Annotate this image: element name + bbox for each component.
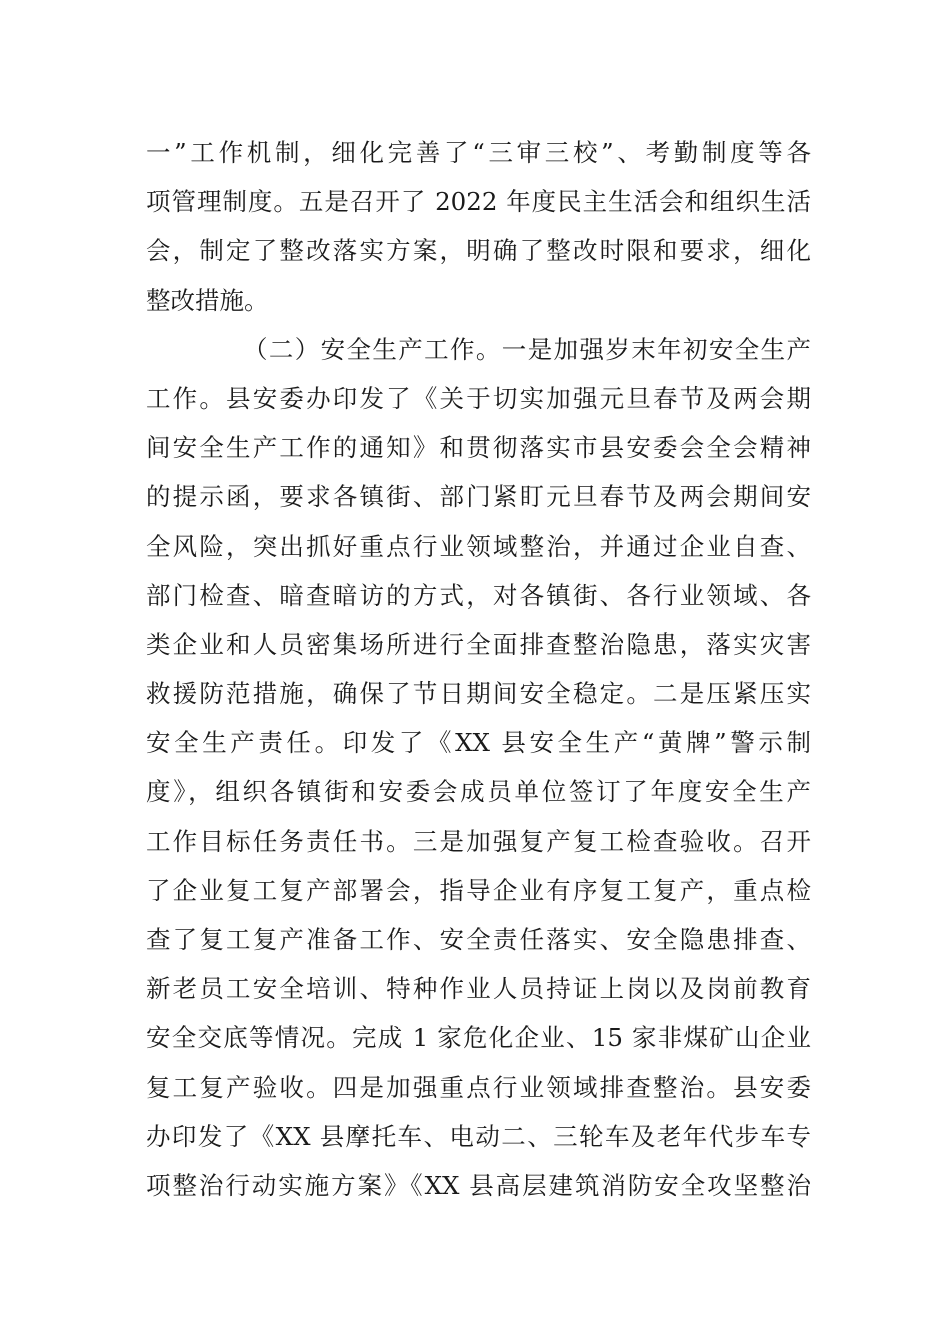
text-line: 复工复产验收。四是加强重点行业领域排查整治。县安委: [146, 1072, 811, 1102]
text-line: 整改措施。: [146, 285, 269, 315]
body-text: [146, 128, 811, 1210]
text-line: 工作目标任务责任书。三是加强复产复工检查验收。召开: [146, 826, 811, 856]
text-line: 度》，组织各镇街和安委会成员单位签订了年度安全生产: [146, 777, 811, 807]
text-line: 办印发了《XX 县摩托车、电动二、三轮车及老年代步车专: [146, 1121, 811, 1151]
text-line: 一”工作机制，细化完善了“三审三校”、考勤制度等各: [146, 138, 811, 167]
text-line: 查了复工复产准备工作、安全责任落实、安全隐患排查、: [146, 925, 811, 954]
text-line: 工作。县安委办印发了《关于切实加强元旦春节及两会期: [146, 383, 811, 413]
text-line: 新老员工安全培训、特种作业人员持证上岗以及岗前教育: [146, 974, 811, 1004]
text-line: 安全生产责任。印发了《XX 县安全生产“黄牌”警示制: [146, 728, 811, 758]
text-line: 部门检查、暗查暗访的方式，对各镇街、各行业领域、各: [146, 580, 811, 610]
text-line: 了企业复工复产部署会，指导企业有序复工复产，重点检: [146, 875, 811, 905]
text-line: 救援防范措施，确保了节日期间安全稳定。二是压紧压实: [146, 679, 811, 709]
text-line: 安全交底等情况。完成 1 家危化企业、15 家非煤矿山企业: [146, 1023, 811, 1053]
text-line: 类企业和人员密集场所进行全面排查整治隐患，落实灾害: [146, 629, 811, 659]
text-line: 间安全生产工作的通知》和贯彻落实市县安委会全会精神: [146, 433, 811, 463]
text-line: 的提示函，要求各镇街、部门紧盯元旦春节及两会期间安: [146, 482, 811, 512]
text-line: 项整治行动实施方案》《XX 县高层建筑消防安全攻坚整治: [146, 1170, 811, 1200]
text-line: 项管理制度。五是召开了 2022 年度民主生活会和组织生活: [146, 187, 811, 217]
text-line: 会，制定了整改落实方案，明确了整改时限和要求，细化: [146, 236, 811, 266]
text-line: 全风险，突出抓好重点行业领域整治，并通过企业自查、: [146, 531, 811, 561]
section-heading-line: （二）安全生产工作。一是加强岁末年初安全生产: [243, 334, 811, 364]
